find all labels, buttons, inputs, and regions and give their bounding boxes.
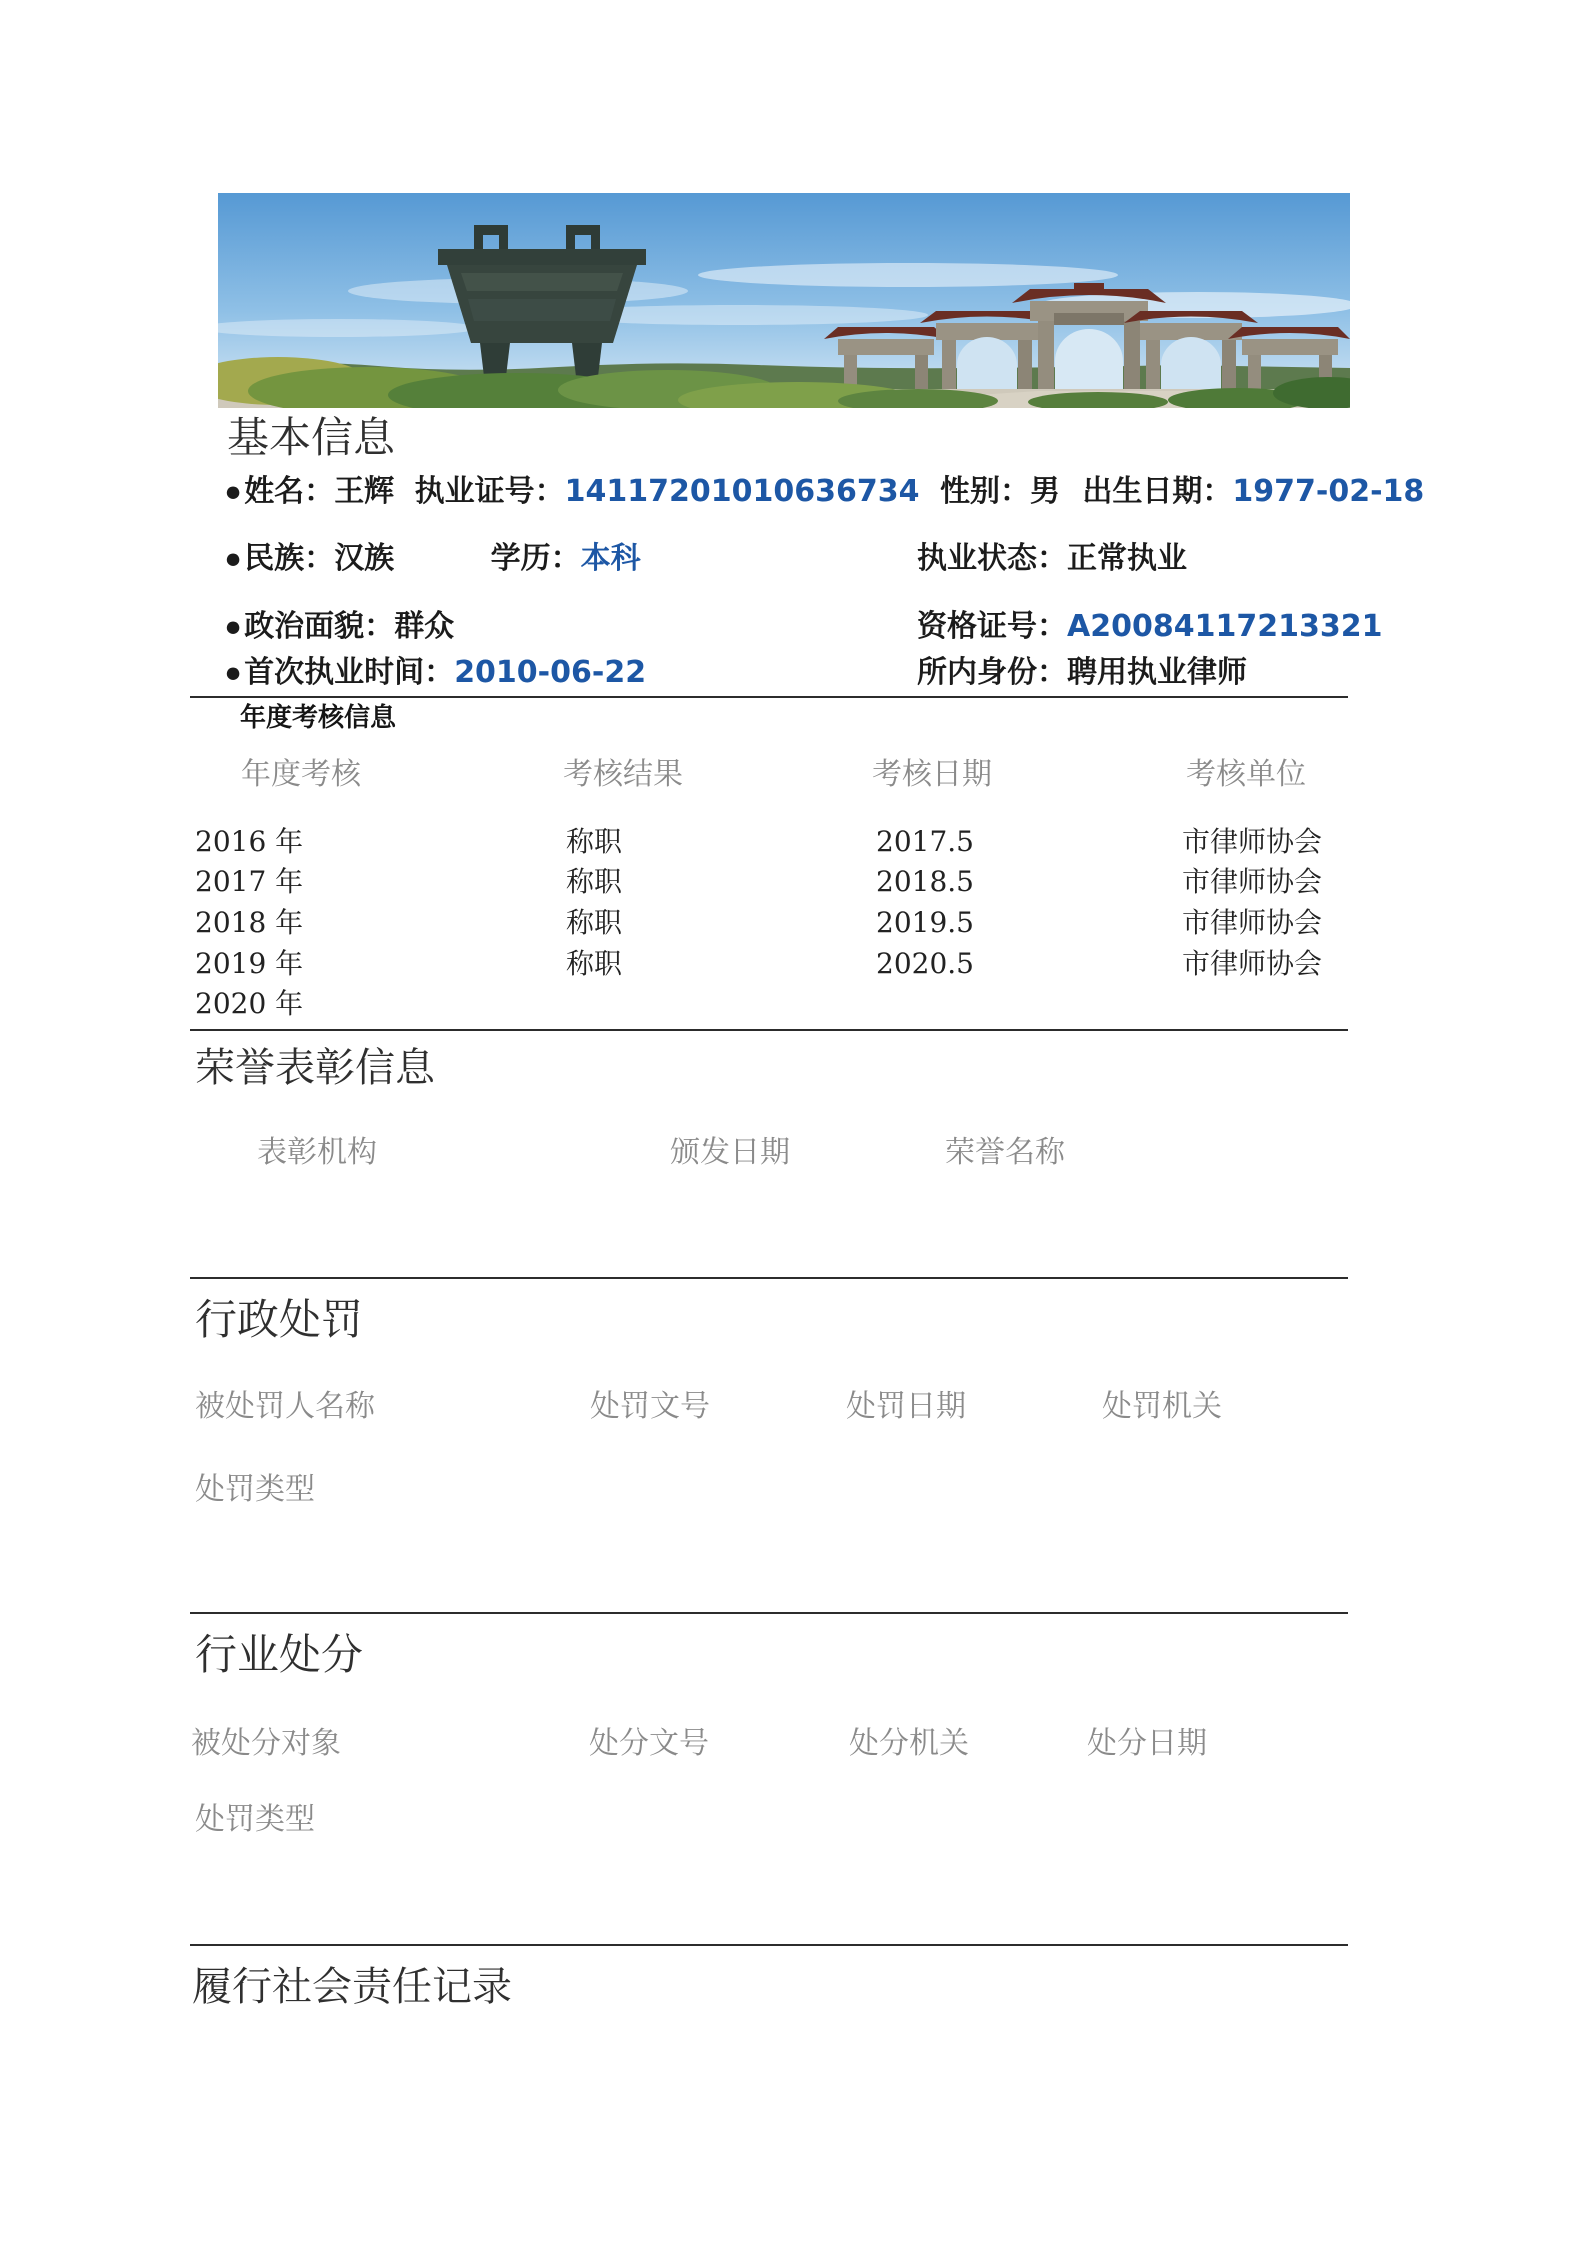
discipline-title: 行业处分: [195, 1630, 364, 1679]
divider: [190, 1944, 1348, 1946]
discipline-header-target: 被处分对象: [191, 1726, 341, 1761]
ethnic-value: 汉族: [334, 541, 395, 576]
bullet-icon: ●: [225, 482, 241, 502]
assessment-date: 2018.5: [876, 865, 974, 898]
honors-header-name: 荣誉名称: [945, 1135, 1065, 1170]
discipline-header-date: 处分日期: [1087, 1726, 1207, 1761]
practice-status-label: 执业状态：: [917, 541, 1067, 576]
birth-label: 出生日期：: [1082, 474, 1233, 509]
honors-header-row: [190, 1135, 1348, 1171]
assessment-year: 2020 年: [195, 987, 304, 1020]
campus-gate-photo: [218, 193, 1350, 408]
political-value: 群众: [394, 609, 455, 644]
license-label: 执业证号：: [414, 474, 565, 509]
political-label: 政治面貌：: [244, 609, 395, 644]
divider: [190, 696, 1348, 698]
assessment-header-date: 考核日期: [872, 757, 992, 792]
assessment-result: 称职: [566, 865, 623, 898]
bullet-icon: ●: [225, 617, 241, 637]
bullet-icon: ●: [225, 549, 241, 569]
assessment-year: 2016 年: [195, 825, 304, 858]
discipline-header-row: [190, 1726, 1348, 1762]
name-value: 王辉: [334, 474, 395, 509]
bullet-icon: ●: [225, 663, 241, 683]
assessment-year: 2018 年: [195, 906, 304, 939]
assessment-header-org: 考核单位: [1186, 757, 1306, 792]
assessment-row: [190, 905, 1348, 941]
discipline-header-org: 处分机关: [849, 1726, 969, 1761]
admin-penalty-header-target: 被处罚人名称: [195, 1389, 375, 1424]
practice-status-value: 正常执业: [1067, 541, 1187, 576]
assessment-org: 市律师协会: [1182, 947, 1323, 980]
basic-info-line3-right: [917, 609, 1382, 645]
basic-info-line1: [220, 474, 1424, 510]
gender-value: 男: [1029, 474, 1060, 509]
assessment-row: [190, 986, 1348, 1022]
divider: [190, 1612, 1348, 1614]
assessment-year: 2019 年: [195, 947, 304, 980]
honors-header-date: 颁发日期: [670, 1135, 790, 1170]
assessment-row: [190, 864, 1348, 900]
basic-info-line3-left: [220, 609, 454, 645]
divider: [190, 1029, 1348, 1031]
admin-penalty-title: 行政处罚: [195, 1295, 364, 1344]
basic-info-line4-right: [917, 655, 1247, 691]
education-value: 本科: [580, 541, 641, 576]
basic-info-line4-left: [220, 655, 646, 691]
qualification-value: A20084117213321: [1067, 609, 1383, 644]
assessment-row: [190, 824, 1348, 860]
discipline-header-doc: 处分文号: [589, 1726, 709, 1761]
assessment-header-result: 考核结果: [563, 757, 683, 792]
header-photo: [218, 193, 1350, 408]
firm-role-value: 聘用执业律师: [1067, 655, 1247, 690]
assessment-result: 称职: [566, 947, 623, 980]
social-responsibility-title: 履行社会责任记录: [192, 1964, 512, 2010]
discipline-type-header: 处罚类型: [195, 1802, 315, 1837]
basic-info-line2-left: [220, 541, 641, 577]
assessment-org: 市律师协会: [1182, 906, 1323, 939]
assessment-title: 年度考核信息: [240, 703, 397, 733]
assessment-date: 2017.5: [876, 825, 974, 858]
basic-info-line2-right: [917, 541, 1187, 577]
assessment-header-row: [190, 757, 1348, 793]
assessment-header-year: 年度考核: [241, 757, 361, 792]
education-label: 学历：: [490, 541, 581, 576]
license-value: 14117201010636734: [564, 474, 920, 509]
assessment-year: 2017 年: [195, 865, 304, 898]
name-label: 姓名：: [244, 474, 335, 509]
divider: [190, 1277, 1348, 1279]
first-practice-value: 2010-06-22: [454, 655, 647, 690]
admin-penalty-header-doc: 处罚文号: [590, 1389, 710, 1424]
assessment-org: 市律师协会: [1182, 865, 1323, 898]
assessment-org: 市律师协会: [1182, 825, 1323, 858]
birth-value: 1977-02-18: [1232, 474, 1425, 509]
admin-penalty-header-org: 处罚机关: [1102, 1389, 1222, 1424]
ethnic-label: 民族：: [244, 541, 335, 576]
honors-title: 荣誉表彰信息: [195, 1045, 435, 1091]
assessment-date: 2019.5: [876, 906, 974, 939]
assessment-date: 2020.5: [876, 947, 974, 980]
admin-penalty-type-header: 处罚类型: [195, 1472, 315, 1507]
qualification-label: 资格证号：: [917, 609, 1067, 644]
admin-penalty-header-row: [190, 1389, 1348, 1425]
admin-penalty-header-date: 处罚日期: [846, 1389, 966, 1424]
first-practice-label: 首次执业时间：: [244, 655, 455, 690]
assessment-row: [190, 946, 1348, 982]
honors-header-org: 表彰机构: [257, 1135, 377, 1170]
firm-role-label: 所内身份：: [917, 655, 1067, 690]
basic-info-title: 基本信息: [227, 413, 396, 462]
assessment-result: 称职: [566, 906, 623, 939]
gender-label: 性别：: [939, 474, 1030, 509]
assessment-result: 称职: [566, 825, 623, 858]
